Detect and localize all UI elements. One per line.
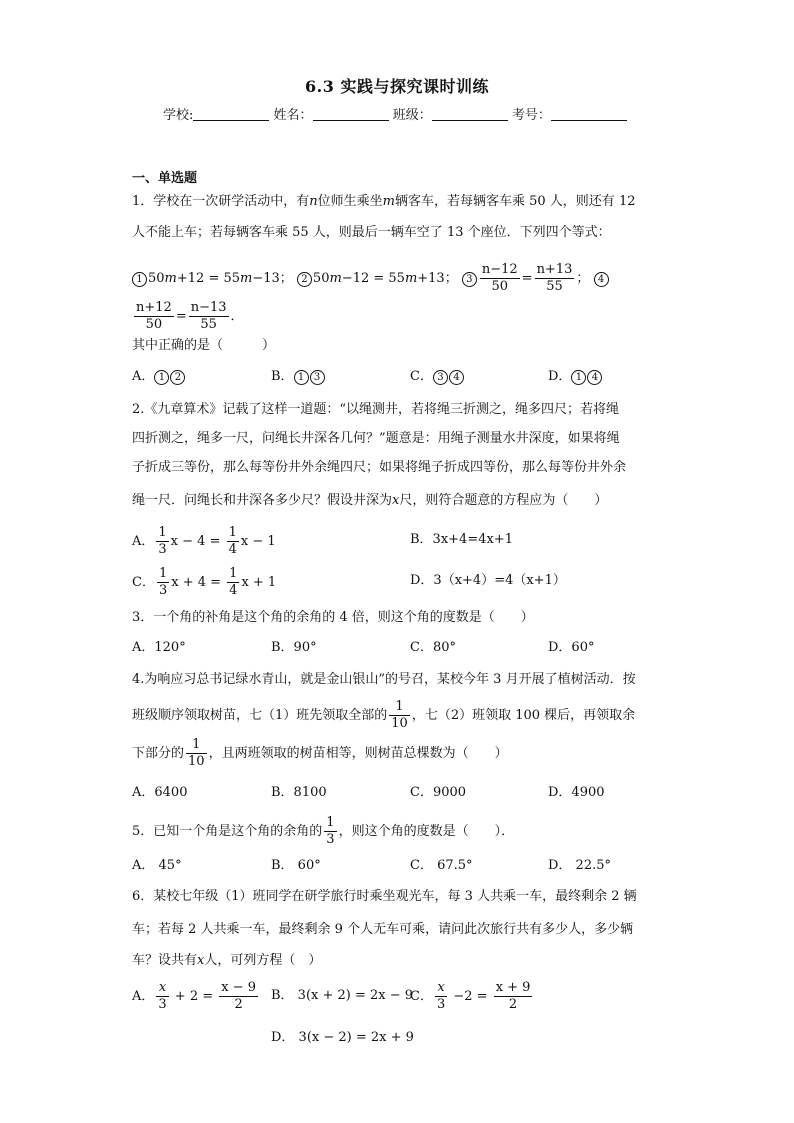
school-label: 学校: (163, 108, 194, 123)
q4-line1: 4.为响应习总书记绿水青山，就是金山银山”的号召，某校今年 3 月开展了植树活动．按 (132, 672, 636, 687)
q4-line2: 班级顺序领取树苗，七（1）班先领取全部的 $\frac{1}{10}$ ，七（2）班领取 100 棵后，再领取余 (132, 699, 636, 731)
exam-no-label: 考号： (511, 108, 551, 123)
q3-stem: 3．一个角的补角是这个角的余角的 4 倍，则这个角的度数是（ ） (132, 610, 534, 625)
fraction: $\frac{n-12}{50}$ (481, 262, 518, 294)
q1-option-b[interactable]: B． 1 3 (271, 368, 326, 386)
q2-option-b[interactable]: B．3x+4=4x+1 (410, 532, 513, 547)
q3-option-b[interactable]: B．90° (271, 640, 317, 655)
q5-option-d[interactable]: D． 22.5° (548, 858, 612, 873)
q4-option-d[interactable]: D．4900 (548, 785, 605, 800)
q6-line3: 车？设共有x人，可列方程（ ） (132, 953, 322, 968)
school-blank[interactable] (193, 108, 269, 121)
q4-line3: 下部分的 $\frac{1}{10}$ ，且两班领取的树苗相等，则树苗总棵数为（ ） (132, 737, 508, 769)
q5-stem: 5．已知一个角是这个角的余角的 $\frac{1}{3}$ ，则这个角的度数是（ ）． (132, 815, 515, 847)
q2-line2: 四折测之，绳多一尺，问绳长井深各几何？”题意是：用绳子测量水井深度，如果将绳 (132, 431, 620, 446)
q1-equation-4: $\frac{n+12}{50}$ = $\frac{n-13}{55}$ ． (136, 300, 244, 332)
section-heading: 一、单选题 (132, 171, 198, 186)
q3-option-a[interactable]: A．120° (132, 640, 186, 655)
q6-option-a[interactable]: A． $\frac{x}{3}$ + 2 = $\frac{x - 9}{2}$ (132, 980, 257, 1012)
class-blank[interactable] (432, 108, 508, 121)
q1-line2: 人不能上车；若每辆客车乘 55 人，则最后一辆车空了 13 个座位．下列四个等式： (132, 225, 611, 240)
q5-option-b[interactable]: B． 60° (271, 858, 321, 873)
q2-option-a[interactable]: A． $\frac{1}{3}$ x − 4 = $\frac{1}{4}$ x − 1 (132, 525, 276, 557)
name-blank[interactable] (313, 108, 389, 121)
fraction: $\frac{n+13}{55}$ (536, 262, 573, 294)
q3-option-c[interactable]: C．80° (410, 640, 456, 655)
q2-line4: 绳一尺．问绳长和井深各多少尺？假设井深为x尺，则符合题意的方程应为（ ） (132, 493, 608, 508)
page-title: 6.3 实践与探究课时训练 (305, 77, 489, 96)
q2-option-d[interactable]: D．3（x+4）=4（x+1） (410, 573, 566, 588)
fraction: $\frac{n-13}{55}$ (190, 300, 227, 332)
q5-option-c[interactable]: C． 67.5° (410, 858, 473, 873)
exam-no-blank[interactable] (551, 108, 627, 121)
q3-option-d[interactable]: D．60° (548, 640, 595, 655)
q4-option-c[interactable]: C．9000 (410, 785, 467, 800)
q4-option-b[interactable]: B．8100 (271, 785, 327, 800)
q6-line1: 6．某校七年级（1）班同学在研学旅行时乘坐观光车，每 3 人共乘一车，最终剩余 2 辆 (132, 889, 637, 904)
q1-option-c[interactable]: C． 3 4 (410, 368, 465, 386)
q6-option-b[interactable]: B． 3(x + 2) = 2x − 9 (271, 988, 414, 1003)
q5-option-a[interactable]: A． 45° (132, 858, 182, 873)
class-label: 班级： (392, 108, 432, 123)
q6-option-c[interactable]: C． $\frac{x}{3}$ −2 = $\frac{x + 9}{2}$ (410, 980, 531, 1012)
q2-line3: 子折成三等份，那么每等份井外余绳四尺；如果将绳子折成四等份，那么每等份井外余 (132, 460, 627, 475)
q1-option-a[interactable]: A． 1 2 (132, 368, 186, 386)
q1-ask: 其中正确的是（ ） (132, 338, 276, 353)
q6-option-d[interactable]: D． 3(x − 2) = 2x + 9 (271, 1030, 414, 1045)
q4-option-a[interactable]: A．6400 (132, 785, 188, 800)
q2-line1: 2.《九章算术》记载了这样一道题：“以绳测井，若将绳三折测之，绳多四尺；若将绳 (132, 402, 620, 417)
q6-line2: 车；若每 2 人共乘一车，最终剩余 9 个人无车可乘，请问此次旅行共有多少人，多少辆 (132, 922, 634, 937)
q1-option-d[interactable]: D． 1 4 (548, 368, 603, 386)
q2-option-c[interactable]: C． $\frac{1}{3}$ x + 4 = $\frac{1}{4}$ x + 1 (132, 566, 277, 598)
q1-equations: 1 50m+12 = 55m−13； 2 50m−12 = 55m+13； 3 $\frac{n-12}{50}$ = $\frac{n+13}{55}$ ； 4 (132, 262, 610, 295)
fraction: $\frac{n+12}{50}$ (136, 300, 172, 332)
student-info-row (163, 104, 683, 123)
name-label: 姓名： (273, 108, 313, 123)
q1-line1: 1．学校在一次研学活动中，有n位师生乘坐m辆客车，若每辆客车乘 50 人，则还有 12 (132, 194, 636, 209)
